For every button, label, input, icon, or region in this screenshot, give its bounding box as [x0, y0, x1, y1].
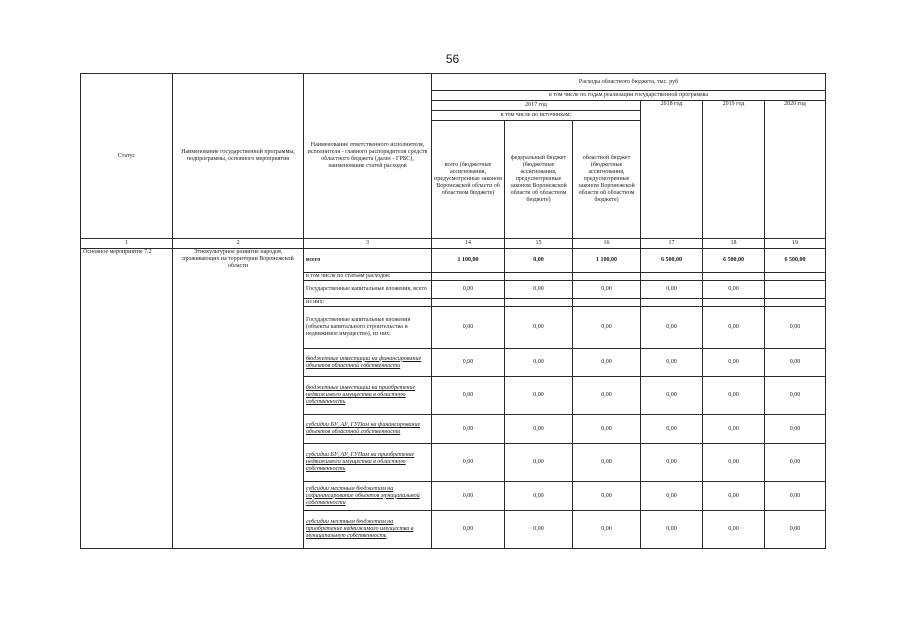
value-cell: 6 500,00 — [641, 249, 703, 273]
value-cell: 0,00 — [432, 482, 505, 511]
value-cell: 1 100,00 — [432, 249, 505, 273]
value-cell — [765, 299, 826, 307]
value-cell: 0,00 — [641, 307, 703, 349]
value-cell: 0,00 — [765, 444, 826, 482]
row-label: бюджетные инвестиции на приобретение недвижимого имущества в областную собственность — [304, 377, 432, 415]
col-number: 18 — [703, 239, 765, 249]
value-cell: 0,00 — [765, 307, 826, 349]
value-cell — [505, 273, 573, 281]
header-total-col: всего (бюджетные ассигнования, предусмотренные законом Воронежской области об областном бюджете) — [432, 121, 505, 239]
budget-table — [80, 73, 826, 549]
value-cell: 0,00 — [573, 444, 641, 482]
header-year-2018: 2018 год — [641, 101, 703, 239]
col-number: 17 — [641, 239, 703, 249]
col-number: 16 — [573, 239, 641, 249]
value-cell — [432, 273, 505, 281]
header-program-name: Наименование государственной программы, подпрограммы, основного мероприятия — [173, 74, 304, 239]
value-cell: 0,00 — [765, 349, 826, 377]
header-by-years: в том числе по годам реализации государственной программы — [432, 91, 826, 101]
value-cell: 0,00 — [641, 349, 703, 377]
value-cell: 0,00 — [703, 415, 765, 444]
col-number: 1 — [81, 239, 173, 249]
value-cell: 0,00 — [765, 482, 826, 511]
value-cell — [641, 299, 703, 307]
value-cell: 0,00 — [505, 482, 573, 511]
value-cell: 0,00 — [703, 307, 765, 349]
value-cell: 0,00 — [641, 511, 703, 549]
value-cell — [505, 299, 573, 307]
value-cell: 0,00 — [765, 511, 826, 549]
value-cell: 0,00 — [703, 444, 765, 482]
value-cell: 0,00 — [505, 511, 573, 549]
value-cell — [703, 273, 765, 281]
header-year-2020: 2020 год — [765, 101, 826, 239]
header-status: Статус — [81, 74, 173, 239]
row-label: субсидии местным бюджетам на приобретение недвижимого имущества в муниципальную собственность — [304, 511, 432, 549]
value-cell: 0,00 — [641, 444, 703, 482]
col-number: 15 — [505, 239, 573, 249]
value-cell — [765, 273, 826, 281]
value-cell: 0,00 — [641, 482, 703, 511]
row-label: субсидии БУ, АУ, ГУПам на финансирование объектов областной собственности — [304, 415, 432, 444]
value-cell: 0,00 — [573, 307, 641, 349]
value-cell — [703, 299, 765, 307]
value-cell: 0,00 — [641, 415, 703, 444]
value-cell: 0,00 — [573, 482, 641, 511]
value-cell: 0,00 — [573, 511, 641, 549]
value-cell: 0,00 — [505, 415, 573, 444]
value-cell: 0,00 — [703, 281, 765, 299]
row-label: Государственные капитальные вложения, всего — [304, 281, 432, 299]
value-cell — [641, 273, 703, 281]
header-by-sources: в том числе по источникам: — [432, 111, 641, 121]
header-expenses: Расходы областного бюджета, тыс. руб — [432, 74, 826, 91]
value-cell: 0,00 — [573, 377, 641, 415]
value-cell — [573, 299, 641, 307]
col-number: 19 — [765, 239, 826, 249]
value-cell: 0,00 — [505, 444, 573, 482]
value-cell: 0,00 — [765, 377, 826, 415]
value-cell: 0,00 — [703, 482, 765, 511]
value-cell: 0,00 — [765, 415, 826, 444]
value-cell: 0,00 — [573, 349, 641, 377]
value-cell: 1 100,00 — [573, 249, 641, 273]
value-cell: 0,00 — [641, 377, 703, 415]
value-cell: 0,00 — [505, 349, 573, 377]
header-year-2019: 2019 год — [703, 101, 765, 239]
col-number: 14 — [432, 239, 505, 249]
value-cell: 0,00 — [641, 281, 703, 299]
value-cell: 0,00 — [505, 377, 573, 415]
header-federal-col: федеральный бюджет (бюджетные ассигнования, предусмотренные законом Воронежской области об областном бюджете) — [505, 121, 573, 239]
header-executor: Наименование ответственного исполнителя, исполнителя - главного распорядителя средств областного бюджета (далее - ГРБС), наименование статей расходов — [304, 74, 432, 239]
row-label: из них: — [304, 299, 432, 307]
value-cell — [765, 281, 826, 299]
value-cell: 0,00 — [432, 415, 505, 444]
value-cell: 6 500,00 — [703, 249, 765, 273]
row-label: субсидии местным бюджетам на софинансирование объектов муниципальной собственности — [304, 482, 432, 511]
value-cell: 0,00 — [432, 511, 505, 549]
value-cell — [432, 299, 505, 307]
value-cell — [573, 273, 641, 281]
col-number: 2 — [173, 239, 304, 249]
value-cell: 0,00 — [505, 307, 573, 349]
value-cell: 0,00 — [432, 349, 505, 377]
value-cell: 0,00 — [703, 349, 765, 377]
value-cell: 0,00 — [505, 281, 573, 299]
value-cell: 0,00 — [432, 281, 505, 299]
value-cell: 0,00 — [505, 249, 573, 273]
col-number: 3 — [304, 239, 432, 249]
row-label: Государственные капитальные вложения (объекты капитального строительства и недвижимое имущество), из них: — [304, 307, 432, 349]
value-cell: 0,00 — [573, 415, 641, 444]
value-cell: 0,00 — [432, 444, 505, 482]
row-label: всего — [304, 249, 432, 273]
value-cell: 0,00 — [573, 281, 641, 299]
value-cell: 0,00 — [432, 307, 505, 349]
value-cell: 0,00 — [432, 377, 505, 415]
header-regional-col: областной бюджет (бюджетные ассигнования, предусмотренные законом Воронежской области об областном бюджете) — [573, 121, 641, 239]
row-label: в том числе по статьям расходов: — [304, 273, 432, 281]
value-cell: 0,00 — [703, 511, 765, 549]
row-label: бюджетные инвестиции на финансирование объектов областной собственности — [304, 349, 432, 377]
program-name-cell: Этнокультурное развитие народов, проживающих на территории Воронежской области — [173, 249, 304, 549]
header-year-2017: 2017 год — [432, 101, 641, 111]
status-cell: Основное мероприятие 7.2 — [81, 249, 173, 549]
value-cell: 6 500,00 — [765, 249, 826, 273]
value-cell: 0,00 — [703, 377, 765, 415]
row-label: субсидии БУ, АУ, ГУПам на приобретение недвижимого имущества в областную собственность — [304, 444, 432, 482]
page-number: 56 — [445, 52, 460, 66]
